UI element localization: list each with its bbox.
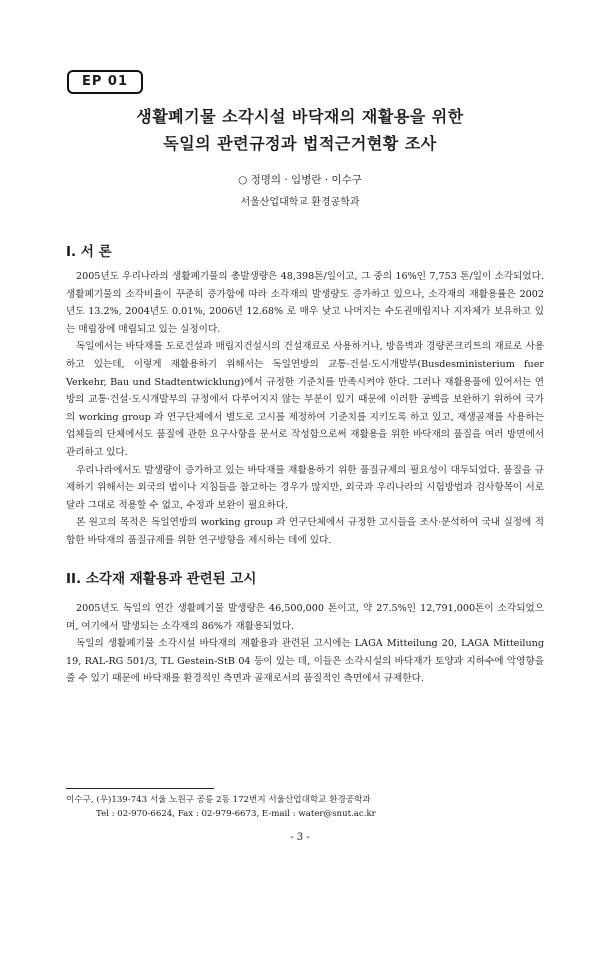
footnote-contact: Tel : 02-970-6624, Fax : 02-979-6673, E-mail : water@snut.ac.kr	[96, 809, 376, 819]
footnote-divider	[66, 788, 214, 789]
paragraph: 우리나라에서도 발생량이 증가하고 있는 바닥재를 재활용하기 위한 품질규제의 필요성이 대두되었다. 품질을 규제하기 위해서는 외국의 법이나 지침들을 참고하는 경우가 많지만, 외국과 우리나라의 시험방법과 검사항목이 서로 달라 그대로 적용할 수 없고, 수정과 보완이 필요하다.	[66, 464, 544, 511]
paragraph: 본 원고의 목적은 독일연방의 working group 과 연구단체에서 규정한 고시들을 조사·분석하여 국내 실정에 적합한 바닥재의 품질규제를 위한 연구방향을 제시하는 데에 있다.	[66, 517, 544, 546]
section-heading-regulations: II. 소각재 재활용과 관련된 고시	[66, 571, 257, 587]
paragraph: 2005년도 독일의 연간 생활폐기물 발생량은 46,500,000 톤이고, 약 27.5%인 12,791,000톤이 소각되었으며, 여기에서 발생되는 소각재의 86%가 재활용되었다.	[66, 603, 544, 632]
paragraph: 2005년도 우리나라의 생활폐기물의 총발생량은 48,398톤/일이고, 그 중의 16%인 7,753 톤/일이 소각되었다. 생활폐기물의 소각비율이 꾸준히 증가함에 따라 소각재의 발생량도 증가하고 있으나, 소각재의 재활용률은 2002년도 13.2%, 2004년도 0.01%, 2006년 12.68% 로 매우 낮고 나머지는 수도권매립지나 지자체가 보유하고 있는 매립장에 매립되고 있는 실정이다.	[66, 271, 544, 335]
paper-title-line-2: 독일의 관련규정과 법적근거현황 조사	[163, 134, 437, 153]
paper-title-line-1: 생활폐기물 소각시설 바닥재의 재활용을 위한	[136, 107, 464, 126]
section-body-introduction	[66, 268, 544, 550]
affiliation: 서울산업대학교 환경공학과	[240, 197, 360, 208]
footnote	[66, 793, 544, 821]
paragraph: 독일에서는 바닥재를 도로건설과 매립지건설시의 건설재료로 사용하거나, 방음벽과 경량콘크리트의 재료로 사용하고 있는데, 이렇게 재활용하기 위해서는 독일연방의 교통·건설·도시개발부(Busdesministerium fuer Verkehr, Bau und Stadtentwicklung)에서 규정한 기준치를 만족시켜야 한다. 그러나 재활용품에 있어서는 연방의 교통·건설·도시개발부의 규정에서 다루어지지 않는 부분이 있기 때문에 이러한 공백을 보완하기 위하여 국가의 working group 과 연구단체에서 별도로 고시를 제정하여 기준치를 지키도록 하고 있고, 재생골재를 사용하는 업체들의 단체에서도 품질에 관한 요구사항을 문서로 작성함으로써 재활용을 위한 바닥재의 품질을 여러 방면에서 관리하고 있다.	[66, 341, 544, 458]
section-heading-introduction: I. 서 론	[66, 244, 112, 260]
author-list: ○ 정명의 · 임병란 · 이수구	[238, 174, 362, 186]
section-body-regulations	[66, 600, 544, 688]
footnote-address: 이수구, (우)139-743 서울 노원구 공릉 2동 172번지 서울산업대학교 환경공학과	[66, 795, 371, 805]
page-number: - 3 -	[290, 832, 310, 843]
session-badge: EP 01	[67, 70, 143, 94]
paragraph: 독일의 생활폐기물 소각시설 바닥재의 재활용과 관련된 고시에는 LAGA Mitteilung 20, LAGA Mitteilung 19, RAL-RG 501/3, TL Gestein-StB 04 등이 있는 데, 이들은 소각시설의 바닥재가 토양과 지하수에 악영향을 줄 수 있기 때문에 바닥재를 환경적인 측면과 골재로서의 품질적인 측면에서 규제한다.	[66, 638, 544, 685]
